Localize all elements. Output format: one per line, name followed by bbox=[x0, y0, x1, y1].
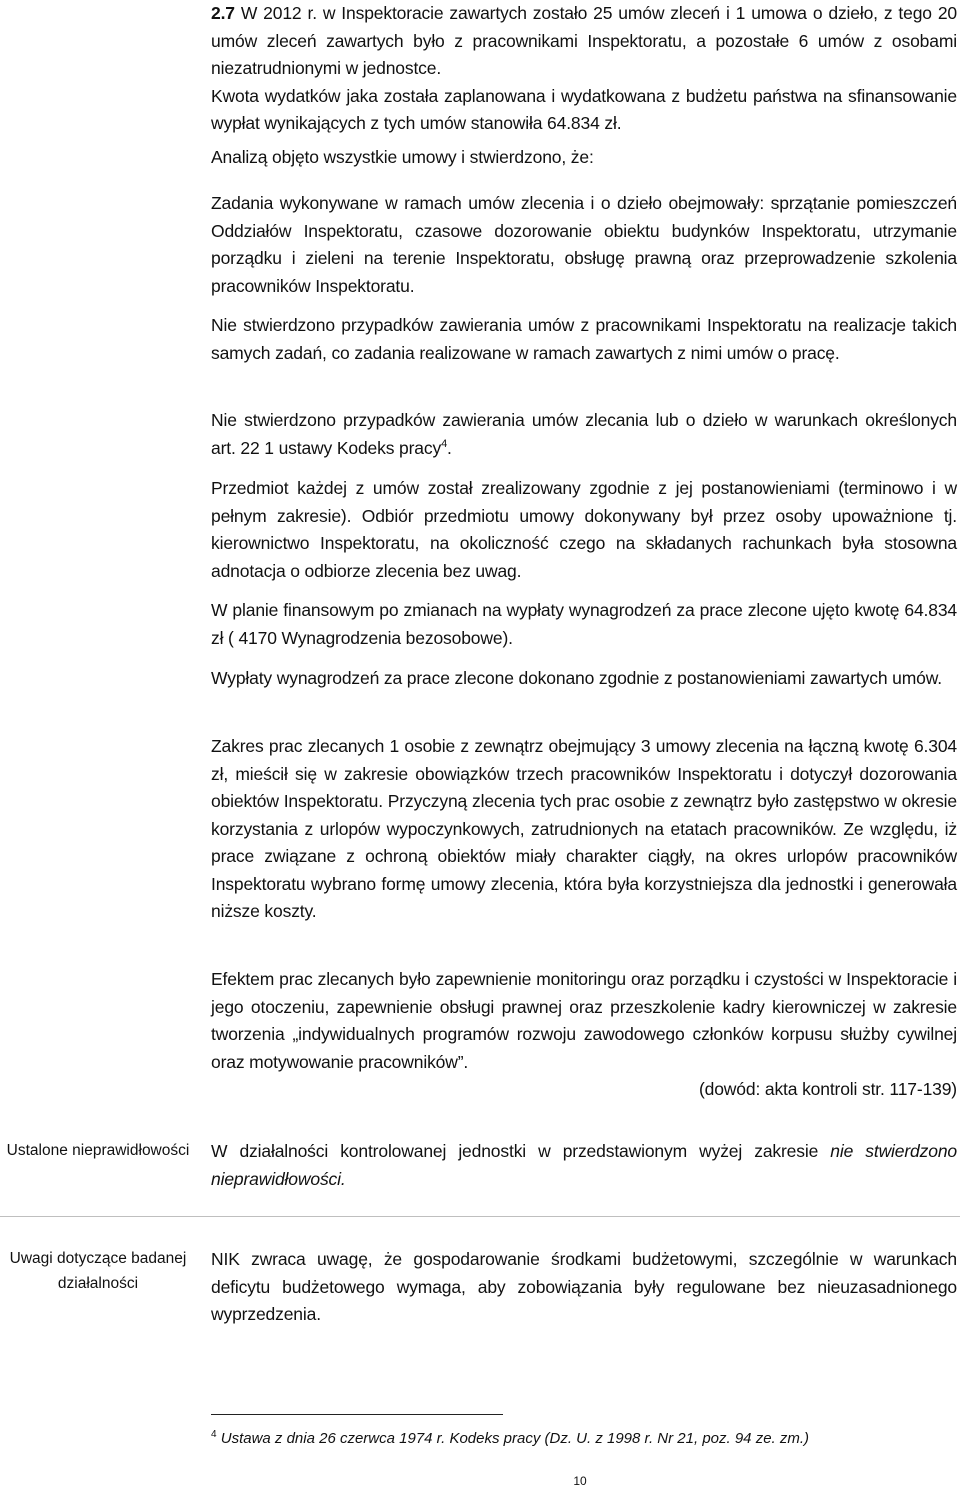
financial-plan-paragraph: W planie finansowym po zmianach na wypłaty wynagrodzeń za prace zlecone ujęto kwotę 64.834 zł ( 4170 Wynagrodzenia bezosobowe). bbox=[211, 600, 957, 648]
no-duplicate-contracts-paragraph: Nie stwierdzono przypadków zawierania umów z pracownikami Inspektoratu na realizacje takich samych zadań, co zadania realizowane w ramach zawartych z nimi umów o pracę. bbox=[211, 315, 957, 363]
findings-italic-text: nie stwierdzono nieprawidłowości. bbox=[211, 1141, 957, 1189]
labour-code-block bbox=[211, 407, 957, 462]
labour-code-text: Nie stwierdzono przypadków zawierania umów zlecania lub o dzieło w warunkach określonych art. 22 1 ustawy Kodeks pracy bbox=[211, 410, 957, 458]
financial-plan-block bbox=[211, 597, 957, 652]
effects-paragraph: Efektem prac zlecanych było zapewnienie monitoringu oraz porządku i czystości w Inspektoracie i jego otoczeniu, zapewnienie obsługi prawnej oraz przeszkolenie kadry kierowniczej w zakresie tworzenia „indywidualnych programów rozwoju zawodowego członków korpusu służby cywilnej oraz motywowanie pracowników”. bbox=[211, 969, 957, 1072]
section-2-7-block bbox=[211, 0, 957, 138]
evidence-reference: (dowód: akta kontroli str. 117-139) bbox=[698, 1079, 957, 1099]
findings-text: W działalności kontrolowanej jednostki w przedstawionym wyżej zakresie bbox=[211, 1141, 831, 1161]
scope-paragraph: Zakres prac zlecanych 1 osobie z zewnątrz obejmujący 3 umowy zlecenia na łączną kwotę 6.304 zł, mieścił się w zakresie obowiązków trzech pracowników Inspektoratu i dotyczył dozorowania obiektów Inspektoratu. Przyczyną zlecenia tych prac osobie z zewnątrz było zastępstwo w okresie korzystania z urlopów wypoczynkowych, zatrudnionych na etatach pracowników. Ze względu, iż prace związane z ochroną obiektów miały charakter ciągły, na okres urlopów pracowników Inspektoratu wybrano formę umowy zlecenia, która była korzystniejsza dla jednostki i generowała niższe koszty. bbox=[211, 736, 957, 921]
findings-block bbox=[211, 1138, 957, 1193]
section-number: 2.7 bbox=[211, 3, 235, 23]
labour-code-end: . bbox=[447, 437, 452, 458]
page-number: 10 bbox=[573, 1474, 587, 1488]
labour-code-paragraph bbox=[211, 407, 957, 462]
remarks-side-label: Uwagi dotyczące badanej działalności bbox=[9, 1250, 187, 1292]
payments-block bbox=[211, 665, 957, 693]
tasks-paragraph: Zadania wykonywane w ramach umów zlecenia i o dzieło obejmowały: sprzątanie pomieszczeń Oddziałów Inspektoratu, czasowe dozorowanie obiektu budynków Inspektoratu, utrzymanie porządku i zieleni na terenie Inspektoratu, obsługę prawną oraz przeprowadzenie szkolenia pracowników Inspektoratu. bbox=[211, 193, 957, 296]
analysis-intro: Analizą objęto wszystkie umowy i stwierdzono, że: bbox=[211, 147, 594, 167]
analysis-block bbox=[211, 144, 957, 172]
footnote-text: Ustawa z dnia 26 czerwca 1974 r. Kodeks pracy (Dz. U. z 1998 r. Nr 21, poz. 94 ze. zm.) bbox=[220, 1430, 810, 1447]
remarks-paragraph: NIK zwraca uwagę, że gospodarowanie środkami budżetowymi, szczególnie w warunkach deficytu budżetowego wymaga, aby zobowiązania były regulowane bez nieuzasadnionego wyprzedzenia. bbox=[211, 1249, 957, 1324]
footnote bbox=[211, 1429, 809, 1447]
no-duplicate-contracts-block bbox=[211, 312, 957, 367]
footnote-rule bbox=[211, 1414, 503, 1415]
section-intro-paragraph bbox=[211, 0, 957, 83]
scope-block bbox=[211, 733, 957, 926]
remarks-block bbox=[211, 1246, 957, 1329]
findings-side-label: Ustalone nieprawidłowości bbox=[6, 1142, 190, 1159]
contract-execution-paragraph: Przedmiot każdej z umów został zrealizowany zgodnie z jej postanowieniami (terminowo i w pełnym zakresie). Odbiór przedmiotu umowy dokonywany był przez osoby upoważnione tj. kierownictwo Inspektoratu, na okoliczność czego na składanych rachunkach była stosowna adnotacja o odbiorze zlecenia bez uwag. bbox=[211, 478, 957, 581]
contract-execution-block bbox=[211, 475, 957, 585]
footnote-marker: 4 bbox=[211, 1429, 217, 1440]
footnote-reference[interactable]: 4 bbox=[441, 437, 448, 450]
effects-block bbox=[211, 966, 957, 1104]
section-intro-text: W 2012 r. w Inspektoracie zawartych zostało 25 umów zleceń i 1 umowa o dzieło, z tego 20 umów zleceń zawartych było z pracownikami Inspektoratu, a pozostałe 6 umów z osobami niezatrudnionymi w jednostce. bbox=[211, 3, 958, 78]
tasks-paragraph-block bbox=[211, 190, 957, 300]
section-divider bbox=[0, 1216, 960, 1217]
payments-paragraph: Wypłaty wynagrodzeń za prace zlecone dokonano zgodnie z postanowieniami zawartych umów. bbox=[211, 668, 942, 688]
section-amount-paragraph: Kwota wydatków jaka została zaplanowana i wydatkowana z budżetu państwa na sfinansowanie wypłat wynikających z tych umów stanowiła 64.834 zł. bbox=[211, 85, 957, 133]
findings-paragraph bbox=[211, 1138, 957, 1193]
